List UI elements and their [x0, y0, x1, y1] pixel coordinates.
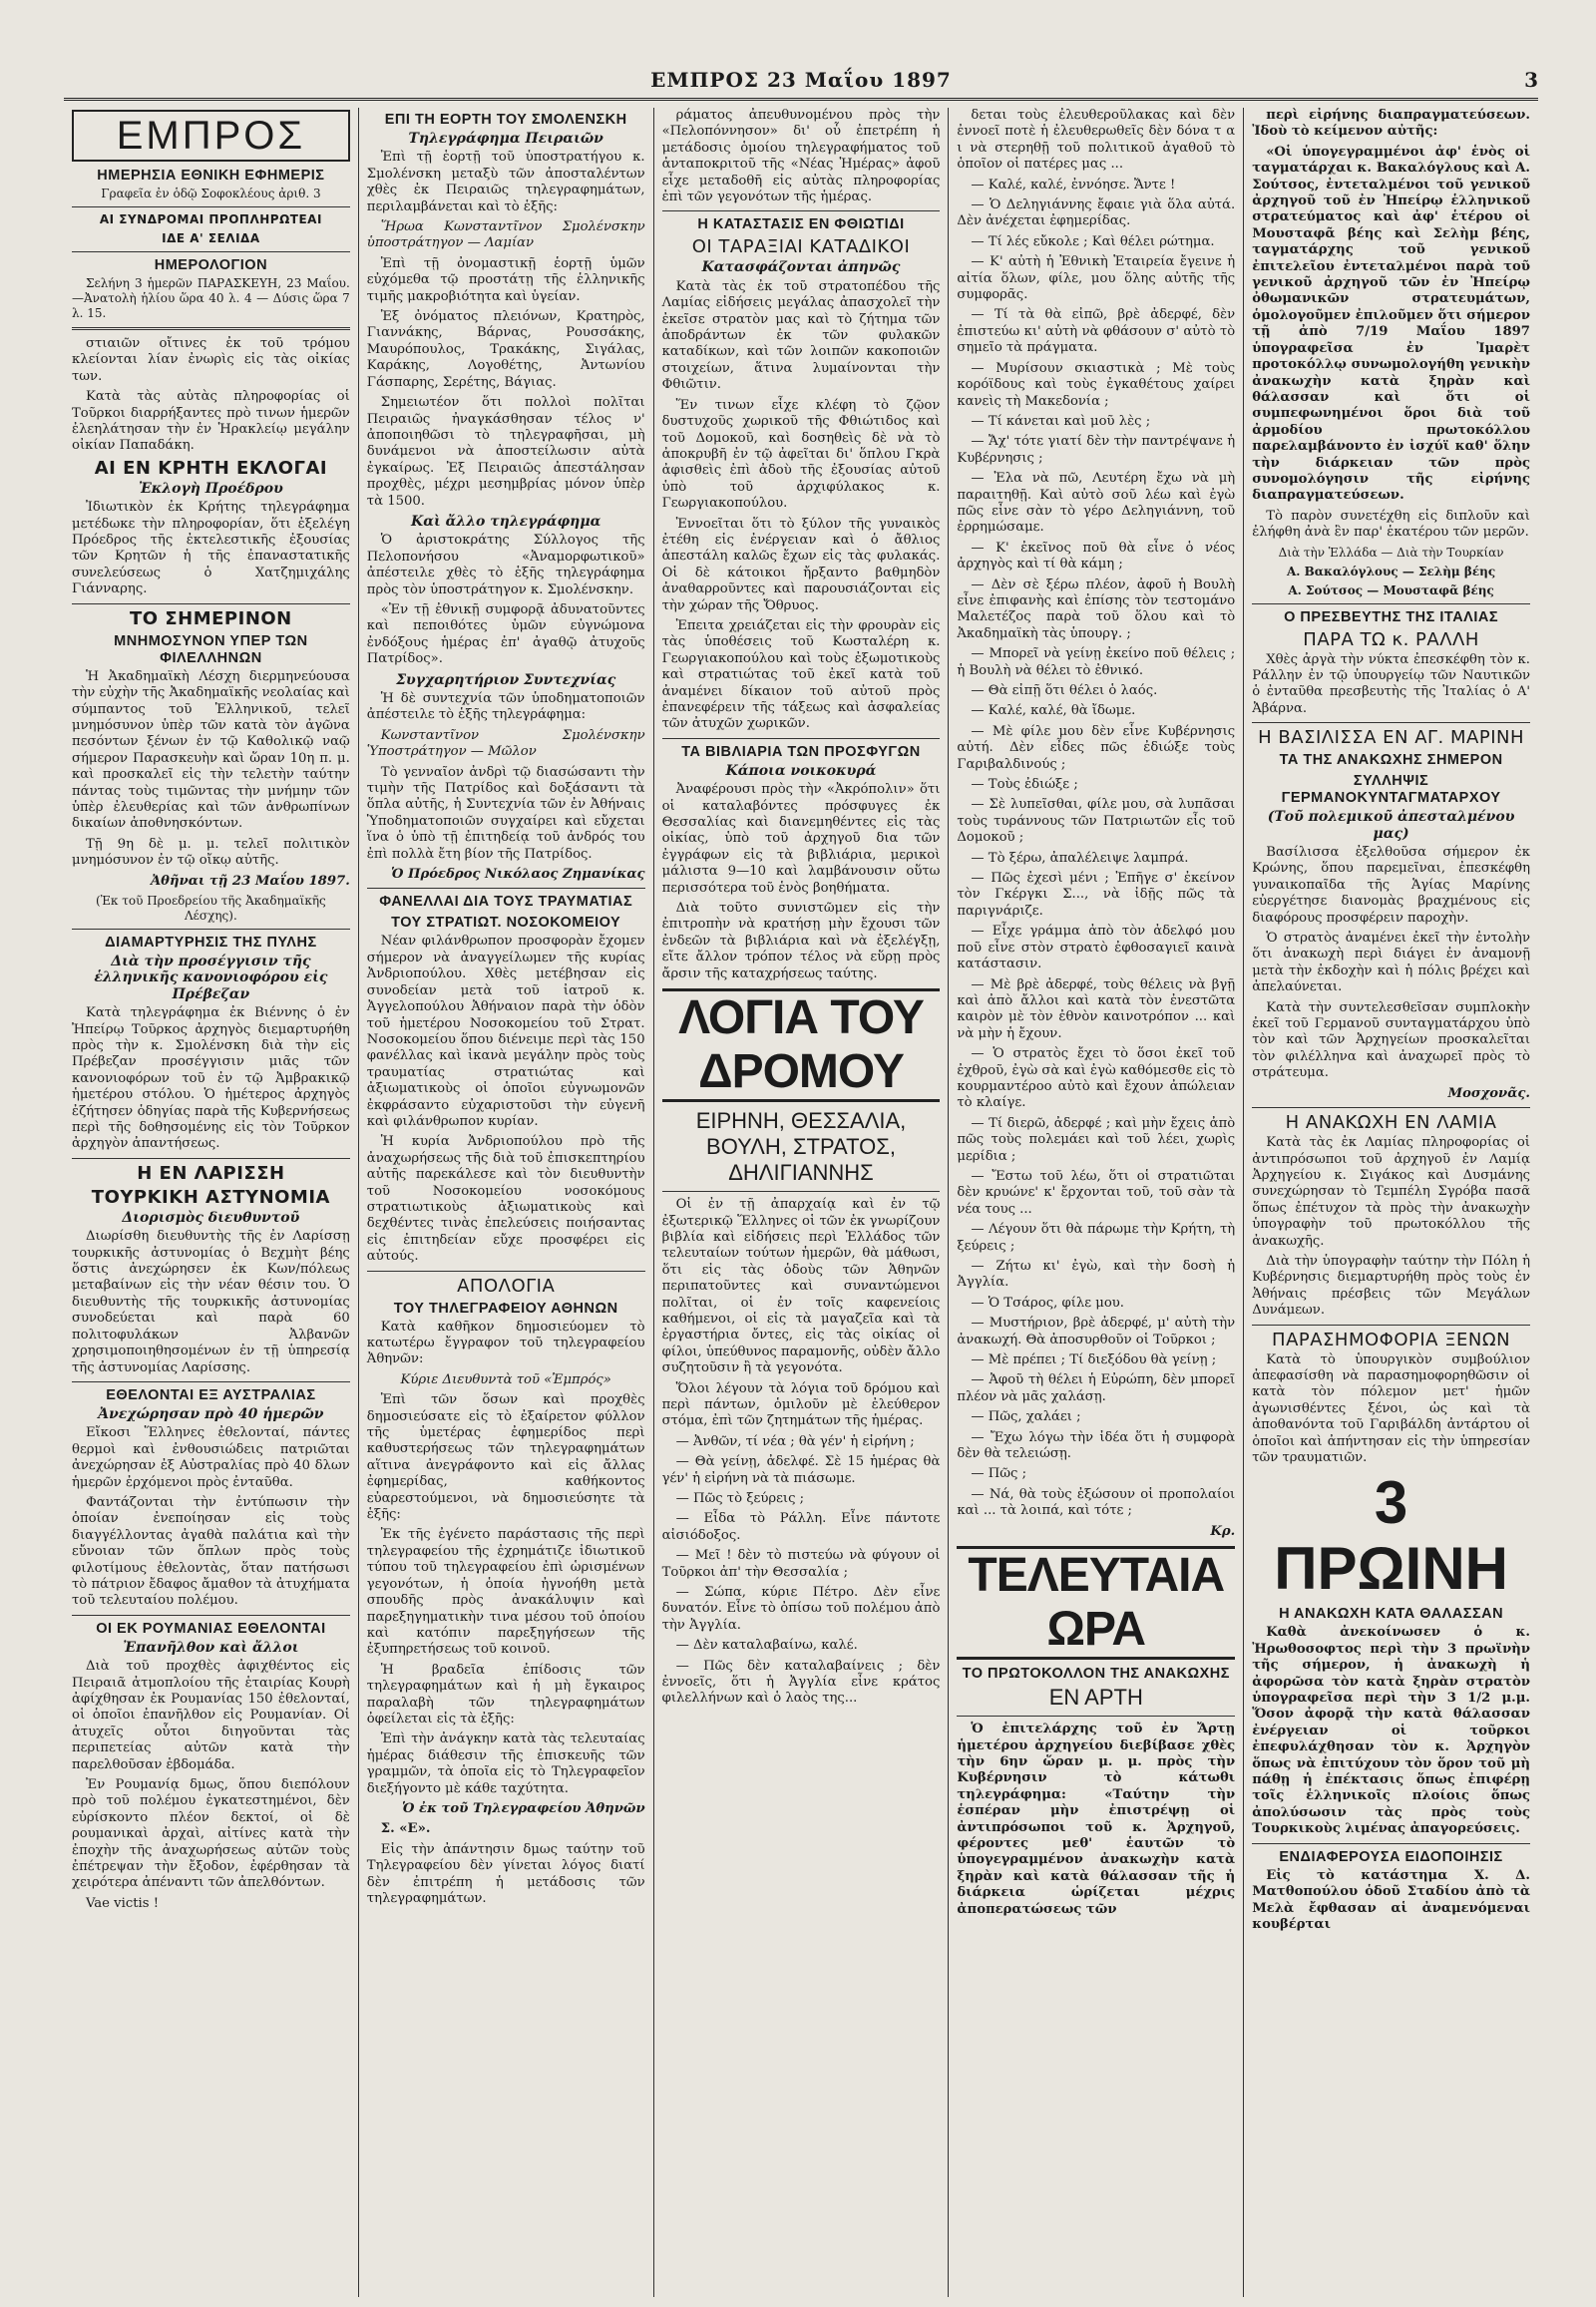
article-text: Ἡ δὲ συντεχνία τῶν ὑποδηματοποιῶν ἀπέστειλε τὸ ἑξῆς τηλεγράφημα: — [366, 691, 645, 723]
article-text: «Οἱ ὑπογεγραμμένοι ἀφ' ἑνὸς οἱ ταγματάρχαι κ. Βακαλόγλους καὶ Α. Σούτσος, ἐντεταλμένοι τοῦ γενικοῦ ἀρχηγοῦ τοῦ ἐν Ἠπείρῳ ἑλληνικοῦ στρατεύματος καὶ ἀφ' ἑτέρου οἱ Μουσταφᾶ βέης καὶ Σελὴμ βέης, ταγματάρχης τοῦ γενικοῦ ἐπιτελεῖου ἐντεταλμένοι παρὰ τοῦ γενικοῦ ἀρχηγοῦ τῶν ἐν Ἠπείρῳ ὀθωμανικῶν στρατευμάτων, ὁμολογοῦμεν ἐπιλοῦμεν ὅτι σήμερον τῇ ἀπὸ 7/19 Μαΐου 1897 ὑπογραφεῖσα ἐν Ἰμαρὲτ προτοκόλλῳ συνωμολογήθη γενικὴν ἀνακωχὴν κατὰ ξηρὰν καὶ θάλασσαν καὶ ὅτι οἱ συμπεφωνημένοι ὅροι διὰ τοῦ ἀρμοδίου πρωτοκόλλου παρελαμβάνοντο ἐν ἰσχύϊ καθ' ὅλην τὴν διάρκειαν τῶν πρὸς συνομολόγησιν τῆς εἰρήνης διαπραγματεύσεων. — [1252, 144, 1530, 504]
article-text: Ἥρωα Κωνσταντῖνον Σμολένσκην ὑποστράτηγον — Λαμίαν — [366, 219, 645, 251]
column-2 — [359, 108, 654, 2297]
article-heading: Η ΚΑΤΑΣΤΑΣΙΣ ΕΝ ΦΘΙΩΤΙΔΙ — [697, 216, 905, 233]
article-text: Ἐπειτα χρειάζεται εἰς τὴν φρουρὰν εἰς τὰς ὑποθέσεις τοῦ Κωσταλέρη κ. Γεωργιακοπούλου καὶ τοὺς ἐξωμοτικοὺς καὶ στρατιώτας τοῦ ἐκεῖ κατὰ τοῦ ἀναμένει δίκαιον τοῦ αὐτοῦ πρὸς ἐπανεφέρειν τῆς τάξεως καὶ ἀσφαλείας τῶν ἀτυχῶν χωρικῶν. — [661, 617, 941, 732]
calendar-text: Σελήνη 3 ἡμερῶν ΠΑΡΑΣΚΕΥΗ, 23 Μαΐου.—Ἀνατολὴ ἡλίου ὥρα 40 λ. 4 — Δύσις ὥρα 7 λ. 15. — [72, 276, 350, 320]
article-heading-2: ΤΟΥΡΚΙΚΗ ΑΣΤΥΝΟΜΙΑ — [91, 1186, 330, 1208]
article-text: Ὁ ἐκ τοῦ Τηλεγραφείου Ἀθηνῶν — [402, 1800, 645, 1816]
article-text: Κύριε Διευθυντὰ τοῦ «Ἐμπρός» — [400, 1371, 611, 1387]
dialog-line: — Ὁ Τσάρος, φίλε μου. — [971, 1295, 1124, 1311]
article-text: Ἰδιωτικὸν ἐκ Κρήτης τηλεγράφημα μετέδωκε τὴν πληροφορίαν, ὅτι ἐξελέγη Πρόεδρος τῆς ἐκτελεστικῆς ἐξουσίας τῶν Κρητῶν ἡ τῆς ἐπαναστατικῆς συνελεύσεως ὁ Χατζημιχάλης Γιάνναρης. — [72, 500, 350, 597]
signatories-row-2: Α. Σούτσος — Μουσταφᾶ βέης — [1288, 582, 1494, 597]
dialog-line: — Ἄχ' τότε γιατί δὲν τὴν παντρέψανε ἡ Κυβέρνησις ; — [957, 434, 1236, 466]
article-subheading: Διὰ τὴν προσέγγισιν τῆς ἑλληνικῆς κανονιοφόρου εἰς Πρέβεζαν — [94, 953, 328, 1002]
dialog-line: — Σώπα, κύριε Πέτρο. Δὲν εἶνε δυνατόν. Εἶνε τὸ ὀπίσω τοῦ πολέμου ἀπὸ τὴν Ἀγγλία. — [661, 1585, 941, 1633]
article-signature: Κρ. — [1210, 1523, 1236, 1539]
article-text: Κατὰ τὸ ὑπουργικὸν συμβούλιον ἀπεφασίσθη νὰ παρασημοφορηθῶσιν οἱ κατὰ τὸν πόλεμον μετ' ἡμῶν ἀγωνισθέντες ξένοι, ὡς καὶ τὰ ἀποθανόντα τοῦ Γαριβάλδη ἀντάρτου οἱ ὁποῖοι καὶ ἀπήντησαν εἰς τὴν ὑπηρεσίαν τῶν τραυματιῶν. — [1252, 1351, 1530, 1465]
dialog-line: — Σὲ λυπεῖσθαι, φίλε μου, σὰ λυπᾶσαι τοὺς τυράννους τῶν Πατριωτῶν εἶς τοῦ Δομοκοῦ ; — [957, 797, 1236, 846]
article-text: Τὸ γενναῖον ἀνδρὶ τῷ διασώσαντι τὴν τιμὴν τῆς Πατρίδος καὶ δοξάσαντι τὰ ὅπλα αὐτῆς, ἡ Συντεχνία τῶν ἐν Ἀθήναις Ὑποδηματοποιῶν συγχαίρει καὶ εὔχεται ἵνα ὁ ὑπὸ τῇ ἐπιτηδείᾳ τοῦ ἀνδρός του ἐπὶ πολλὰ ἔτη βίον τῆς Πατρίδος. — [366, 764, 645, 862]
article-text: Σημειωτέον ὅτι πολλοὶ πολῖται Πειραιῶς ἠναγκάσθησαν τέλος ν' ἀποποιηθῶσι τὸ τηλεγραφῆσαι, μὴ δυνάμενοι νὰ ἀποστείλωσιν αὐτὰ ἐγκαίρως. Ἐξ Πειραιῶς ἀπεστάλησαν προχθὲς, μέχρι μεσημβρίας μόνον ὑπὲρ τὰ 1500. — [366, 395, 645, 509]
article-text: Ἐξ ὀνόματος πλειόνων, Κρατηρὸς, Γιαννάκης, Βάρνας, Ρουσσάκης, Μαυρόπουλος, Τρακάκης, Σιγάλας, Καράκης, Λογοθέτης, Ἀντωνίου Γάσπαρης, Σερέτης, Βάγιας. — [366, 309, 645, 390]
subscription-notice: ΑΙ ΣΥΝΔΡΟΜΑΙ ΠΡΟΠΛΗΡΩΤΕΑΙ — [99, 212, 322, 226]
page-number: 3 — [1524, 68, 1538, 92]
dialog-line: — Μὲ φίλε μου δὲν εἶνε Κυβέρνησις αὐτή. Δὲν εἶδες πῶς ἐδιώξε τοὺς Γαριβαλδινούς ; — [957, 723, 1236, 772]
paper-name: ΕΜΠΡΟΣ — [72, 110, 350, 162]
article-text: Ἕν τινων εἶχε κλέφη τὸ ζῷον δυστυχοῦς χωρικοῦ τῆς Φθιώτιδος καὶ τοῦ Δομοκοῦ, καὶ δοσηθεὶς δὲ νὰ τὸ ἀποκρυβῆ ἐν τῷ ἀφεῖται δι' ὅπλου Γκρὰ ἀφισθεὶς ἐπὶ ἀδοὺ τῆς ἐξουσίας αὐτοῦ ὑπὸ τοῦ ἀρχιφύλακος κ. Γεωργιακοπούλου. — [661, 397, 941, 512]
dialog-line: — Ἀνθῶν, τί νέα ; θὰ γέν' ἡ εἰρήνη ; — [675, 1433, 915, 1449]
article-signature: (Ἐκ τοῦ Προεδρείου τῆς Ἀκαδημαϊκῆς Λέσχης). — [96, 893, 326, 923]
article-heading-2: ΤΟΥ ΤΗΛΕΓΡΑΦΕΙΟΥ ΑΘΗΝΩΝ — [393, 1300, 618, 1317]
page-header — [64, 64, 1538, 101]
dialog-line: — Κ' ἐκεῖνος ποῦ θὰ εἶνε ὁ νέος ἀρχηγὸς καὶ τί θὰ κάμη ; — [957, 540, 1236, 573]
article-text: Ἀναφέρουσι πρὸς τὴν «Ἀκρόπολιν» ὅτι οἱ καταλαβόντες πρόσφυγες ἐκ Θεσσαλίας καὶ διανεμηθέντες εἰς τὰς οἰκίας, ὑπὸ τοῦ ἀρχηγοῦ δια τῶν ἐγγράφων εἰς τὰ βιβλιάρια, μερικοὶ μάλιστα 9—10 καὶ λαμβάνουσιν οὕτω περισσότερα τοῦ ἑνὸς βοηθήματα. — [661, 782, 941, 896]
header-title: ΕΜΠΡΟΣ 23 Μαΐου 1897 — [650, 68, 952, 92]
feature-subheading: Η ΑΝΑΚΩΧΗ ΚΑΤΑ ΘΑΛΑΣΣΑΝ — [1279, 1606, 1504, 1623]
dialog-line: — Εἶδα τὸ Ράλλη. Εἶνε πάντοτε αἰσιόδοξος. — [661, 1511, 941, 1543]
article-heading: Η ΒΑΣΙΛΙΣΣΑ ΕΝ ΑΓ. ΜΑΡΙΝΗ — [1258, 727, 1525, 749]
article-heading: ΤΟ ΣΗΜΕΡΙΝΟΝ — [130, 607, 292, 629]
article-text: Ὅλοι λέγουν τὰ λόγια τοῦ δρόμου καὶ περὶ πάντων, ὁμιλοῦν μὲ ἐλεύθερον στόμα, ἐπὶ τῶν ζητημάτων τῆς ἡμέρας. — [661, 1380, 941, 1429]
article-heading-3: ΣΥΛΛΗΨΙΣ ΓΕΡΜΑΝΟΚΥΝΤΑΓΜΑΤΑΡΧΟΥ — [1281, 773, 1501, 807]
column-4 — [949, 108, 1244, 2297]
feature-heading: ΛΟΓΙΑ ΤΟΥ ΔΡΟΜΟΥ — [662, 988, 941, 1102]
paper-subtitle: ΗΜΕΡΗΣΙΑ ΕΘΝΙΚΗ ΕΦΗΜΕΡΙΣ — [97, 168, 325, 184]
article-heading: ΠΑΡΑΣΗΜΟΦΟΡΙΑ ΞΕΝΩΝ — [1272, 1329, 1511, 1350]
column-1 — [64, 108, 359, 2297]
article-signature: Σ. «Ε». — [380, 1821, 431, 1837]
article-heading: ΕΘΕΛΟΝΤΑΙ ΕΞ ΑΥΣΤΡΑΛΙΑΣ — [106, 1386, 316, 1403]
dialog-line: — Ἔχω λόγω τὴν ἰδέα ὅτι ἡ συμφορὰ δὲν θὰ τελειώσῃ. — [957, 1429, 1236, 1462]
dialog-line: — Μυρίσουν σκιαστικὰ ; Μὲ τοὺς κορόϊδους καὶ τοὺς ἐγκαθέτους χαίρει κανεὶς τὴ Μακεδονία ; — [957, 360, 1236, 409]
dialog-line: — Μεῖ ! δὲν τὸ πιστεύω νὰ φύγουν οἱ Τοῦρκοι ἀπ' τὴν Θεσσαλία ; — [661, 1548, 941, 1580]
article-text: Καθὰ ἀνεκοίνωσεν ὁ κ. Ἠρωθοσοφτος περὶ τὴν 3 πρωϊνὴν τῆς σήμερον, ἡ ἀνακωχὴ ἡ ἀφορῶσα τὸν κατὰ ξηρὰν στρατὸν ὑπογραφεῖσα περὶ τὴν 3 1/2 μ.μ. Ὅσον ἀφορᾷ τὴν κατὰ θάλασσαν ἐνέργειαν οἱ τοῦρκοι ἐπεφυλάχθησαν τὸν κ. Ἀρχηγὸν ὅπως νὰ ἐπιτύχουν τὸν ὅρον τοῦ μὴ πάθῃ ἡ ἐπέκτασις ὅπως ἐπιφέρῃ τοῖς ἑλληνικοῖς πλοίοις ὅπως ἀπολύσωσιν τὰς πρὸς τοὺς Τουρκικοὺς λιμένας ἀπαγορεύσεις. — [1252, 1625, 1530, 1837]
article-heading: ΤΑ ΒΙΒΛΙΑΡΙΑ ΤΩΝ ΠΡΟΣΦΥΓΩΝ — [681, 743, 921, 760]
article-text: Ἡ Ἀκαδημαϊκὴ Λέσχη διερμηνεύουσα τὴν εὐχὴν τῆς Ἀκαδημαϊκῆς νεολαίας καὶ σύμπαντος τοῦ Ἑλληνικοῦ, τελεῖ μνημόσυνον ὑπὲρ τῶν κατὰ τὸν ἀγῶνα πεσόντων ξένων ἐν τῷ Καθολικῷ ναῷ σήμερον Παρασκευὴν καὶ ὥραν 10η π. μ. καὶ προσκαλεῖ εἰς τὴν τελετὴν ταύτην πάντας τοὺς τιμῶντας τὴν μνήμην τῶν ὑπὲρ ἐλευθερίας καὶ τῶν ἀνθρωπίνων δικαίων ἀποθνησκόντων. — [72, 668, 350, 832]
article-text: Ἐπὶ τῇ ἑορτῇ τοῦ ὑποστρατήγου κ. Σμολένσκη μεταξὺ τῶν ἀποσταλέντων χθὲς ἐκ Πειραιῶς τηλεγραφημάτων, περιλαμβάνεται καὶ τὸ ἑξῆς: — [366, 150, 645, 214]
article-text: Ἡ βραδεῖα ἐπίδοσις τῶν τηλεγραφημάτων καὶ ἡ μὴ ἔγκαιρος παραλαβὴ τῶν τηλεγραφημάτων ὀφείλεται εἰς τὰ ἐξῆς: — [366, 1662, 645, 1727]
article-heading: ΕΝΔΙΑΦΕΡΟΥΣΑ ΕΙΔΟΠΟΙΗΣΙΣ — [1279, 1848, 1503, 1865]
article-text: «Ἐν τῇ ἐθνικῇ συμφορᾷ ἀδυνατοῦντες καὶ πεποιθότες ὑμῶν εὐγνώμονα ἐνδόξους ἡμέρας ἐπ' ἀγαθῷ ἀτυχοῦς Πατρίδος». — [366, 601, 645, 667]
feature-subheading: ΕΙΡΗΝΗ, ΘΕΣΣΑΛΙΑ, ΒΟΥΛΗ, ΣΤΡΑΤΟΣ, ΔΗΛΙΓΙΑΝΝΗΣ — [695, 1108, 907, 1186]
dialog-line: — Ὁ στρατὸς ἔχει τὸ ὅσοι ἐκεῖ τοῦ ἐχθροῦ, ἐγὼ σὰ καὶ ἐγὼ καθόμεσθε εἰς τὸ κουρμαντέροο αὐτὸ καὶ ἔχουν ἀπώλειαν τὸ κλαίγε. — [957, 1046, 1236, 1111]
article-text: Ἐπὶ τῇ ὀνομαστικῇ ἑορτῇ ὑμῶν εὐχόμεθα τῷ προστάτῃ τῆς ἑλληνικῆς τιμῆς μακροβιότητα καὶ ὑγείαν. — [366, 255, 645, 304]
article-subheading: (Τοῦ πολεμικοῦ ἀπεσταλμένου μας) — [1267, 809, 1515, 842]
article-text: Φαντάζονται τὴν ἐντύπωσιν τὴν ὁποίαν ἐνεποίησαν εἰς τοὺς διαγγέλλοντας ἀγαθὰ παλάτια καὶ τὴν εὔνοιαν τῶν ὅπλων πρὸς τοὺς φιλοτίμους ἐθελοντὰς, ὅταν πατήσωσι τὸ πάτριον ἔδαφος ἄμαθον τὰ ἀτυχήματα τοῦ τελευταίου πολέμου. — [72, 1494, 350, 1609]
article-subheading: Ἐκλογὴ Προέδρου — [138, 480, 283, 497]
calendar-heading: ΗΜΕΡΟΛΟΓΙΟΝ — [154, 257, 268, 273]
dialog-line: — Θὰ γείνῃ, ἀδελφέ. Σὲ 15 ἡμέρας θὰ γέν' ἡ εἰρήνη νὰ τὰ πιάσωμε. — [661, 1454, 941, 1486]
dialog-line: — Πῶς τὸ ξεύρεις ; — [675, 1491, 805, 1506]
dialog-line: — Τί κάνεται καὶ μοῦ λὲς ; — [971, 413, 1151, 429]
columns — [64, 108, 1538, 2297]
article-text: Διὰ τὴν ὑπογραφὴν ταύτην τὴν Πόλη ἡ Κυβέρνησις διεμαρτυρήθη πρὸς τοὺς ἐν Ἀθήναις πρέσβεις τῶν Μεγάλων Δυνάμεων. — [1252, 1253, 1530, 1319]
article-text: Ὁ στρατὸς ἀναμένει ἐκεῖ τὴν ἐντολὴν ὅτι ἀνακωχὴ περὶ διάγει ἐν ἀναμονῇ μετὰ τὴν ἐκδοχὴν καὶ ἡ πόλις βρέχει καὶ ἀπελαύνεται. — [1252, 931, 1530, 995]
article-text: Εἰς τὸ κατάστημα Χ. Δ. Ματθοπούλου ὁδοῦ Σταδίου ἀπὸ τὰ Μελὰ ἔφθασαν αἱ ἀναμενόμεναι κουβέρται — [1252, 1867, 1530, 1932]
article-heading: ΕΠΙ ΤΗ ΕΟΡΤΗ ΤΟΥ ΣΜΟΛΕΝΣΚΗ — [384, 112, 627, 128]
dialog-line: — Μυστήριον, βρὲ ἀδερφέ, μ' αὐτὴ τὴν ἀνακωχή. Θὰ ἀποσυρθοῦν οἱ Τοῦρκοι ; — [957, 1316, 1236, 1347]
article-heading: ΔΙΑΜΑΡΤΥΡΗΣΙΣ ΤΗΣ ΠΥΛΗΣ — [105, 934, 317, 951]
article-text: Ἐπὶ τῶν ὅσων καὶ προχθὲς δημοσιεύσατε εἰς τὸ ἐξαίρετον φύλλον τῆς ὑμετέρας ἐφημερίδος περὶ καθυστερήσεως τῶν τηλεγραφημάτων αἵτινα ἀνεγράφοντο καὶ εἰς ἄλλας ἐφημερίδας, καθήκοντος εὐαρεστούμενοι, νὰ δημοσιεύσητε τὰ ἑξῆς: — [366, 1392, 645, 1523]
signatories-header: Διὰ τὴν Ἑλλάδα — Διὰ τὴν Τουρκίαν — [1278, 545, 1504, 560]
article-text: Ὁ ἀριστοκράτης Σύλλογος τῆς Πελοπονήσου «Ἀναμορφωτικοῦ» ἀπέστειλε χθὲς τὸ ἑξῆς τηλεγράφημα πρὸς τὸν ὑποστράτηγον κ. Σμολένσκην. — [366, 533, 645, 597]
article-text: Βασίλισσα ἐξελθοῦσα σήμερον ἐκ Κρώνης, ὅπου παρεμεῖναι, ἐπεσκέφθη γυναικοπαῖδα τῆς Ἁγίας Μαρίνης εὐεργέτησε διανομὰς βραχμένους εἰς διαφόρους προσφέρειν παροχὴν. — [1252, 845, 1530, 926]
article-text: Εἰς τὴν ἀπάντησιν δμως ταύτην τοῦ Τηλεγραφείου δὲν γίνεται λόγος διατί δὲν ἐπιτρέπη ἡ μετάδοσις τῶν τηλεγραφημάτων. — [366, 1841, 645, 1906]
article-text: Εἴκοσι Ἕλληνες ἐθελονταί, πάντες θερμοὶ καὶ ἐνθουσιώδεις πατριῶται ἀνεχώρησαν ἐξ Αὐστραλίας πρὸ 40 δλων ἡμερῶν ἐρχόμενοι πρὸς ἐνταῦθα. — [72, 1425, 350, 1490]
article-text: Ἐννοεῖται ὅτι τὸ ξύλον τῆς γυναικὸς ἐτέθη εἰς ἐνέργειαν καὶ ὁ ἄθλιος ἀπεστάλη καλῶς ἔχων εἰς τὰς φυλακάς. Οἱ δὲ κάτοικοι ἤρξαντο βαθμηδὸν ἀναθαρροῦντες καὶ παρουσιάζονται εἰς τὴν χώραν τῆς Ὄθρυος. — [661, 516, 941, 613]
article-text: Ἐπὶ τὴν ἀνάγκην κατὰ τὰς τελευταίας ἡμέρας διάθεσιν τῆς ἐπισκευῆς τῶν γραμμῶν, τὰ ὁποῖα εἰς τὸ Τηλεγραφεῖον διεξήγοντο μὲ κάθε ταχύτητα. — [366, 1731, 645, 1796]
article-text: περὶ εἰρήνης διαπραγματεύσεων. Ἰδοὺ τὸ κείμενον αὐτῆς: — [1252, 108, 1530, 140]
dialog-line: δεται τοὺς ἐλευθεροῦλακας καὶ δὲν ἐννοεῖ ποτὲ ἡ ἐλευθερωθεῖς δὲν δόνα τ α ι νὰ στερηθῇ τοῦ πολιτικοῦ ἀγαθοῦ τὸ ὁποῖον οἱ πατέρες μας ... — [957, 108, 1236, 173]
dialog-line: — Ἔστω τοῦ λέω, ὅτι οἱ στρατιῶται δὲν κρυώνε' κ' ἔρχονται τοῦ, τοῦ σὰν τὰ νέα τους ... — [957, 1168, 1236, 1217]
article-signature: Ὁ Πρόεδρος Νικόλαος Ζημανίκας — [391, 867, 645, 883]
dialog-line: — Ἀφοῦ τὴ θέλει ἡ Εὐρώπη, δὲν μπορεῖ πλέον νὰ μᾶς χαλάσῃ. — [957, 1372, 1236, 1404]
dialog-line: — Πῶς ; — [971, 1466, 1027, 1482]
dialog-line: — Δὲν σὲ ξέρω πλέον, ἀφοῦ ἡ Βουλὴ εἶνε ἐπιφανὴς καὶ ἐπίσης τὸν τεστομάνο Μαλετέζος παρὰ τοῦ ὅλου καὶ τὸ Ἀκαδημαϊκὴ τὰς ὑπουργ. ; — [957, 577, 1236, 641]
article-subheading: Κάποια νοικοκυρά — [725, 762, 877, 779]
article-heading: ΦΑΝΕΛΛΑΙ ΔΙΑ ΤΟΥΣ ΤΡΑΥΜΑΤΙΑΣ — [379, 894, 633, 911]
article-text: Κατὰ τὰς ἐκ Λαμίας πληροφορίας οἱ ἀντιπρόσωποι τοῦ ἀρχηγοῦ ἐν Λαμίᾳ Ἀρχηγείου κ. Σιγάκος καὶ Δυσμάνης συνεχώρησαν τὸ Τεμπέλη Σγρόβα πασᾶ ὅπως ἐπέτυχον τὰ πρὸς τὴν ἀνακωχὴν ὑπογραφὴν τοῦ πρωτοκόλλου τῆς ἀνακωχῆς. — [1252, 1135, 1530, 1249]
article-heading-2: ΤΑ ΤΗΣ ΑΝΑΚΩΧΗΣ ΣΗΜΕΡΟΝ — [1279, 752, 1503, 769]
dialog-line: — Τί λές εὔκολε ; Καὶ θέλει ρώτημα. — [971, 233, 1215, 249]
article-text: Τὸ παρὸν συνετέχθη εἰς διπλοῦν καὶ ἐλήφθη ἀνὰ ἓν παρ' ἑκατέρου τῶν μερῶν. — [1252, 508, 1530, 541]
article-subheading: Συγχαρητήριον Συντεχνίας — [396, 671, 616, 688]
article-text: Διὰ τοῦτο συνιστῶμεν εἰς τὴν ἐπιτροπὴν νὰ κρατήσῃ μὴν ἔχουσι τῶν ἐνδεῶν τὰ βιβλιάρια καὶ νὰ ἐξελέγξῃ, εἴτε ἄλλον τρόπον τέλος νὰ εὕρῃ πρὸς ἄρσιν τῆς καταχρήσεως ταύτης. — [661, 901, 941, 981]
article-text: Νέαν φιλάνθρωπον προσφορὰν ἔχομεν σήμερον νὰ ἀναγγείλωμεν τῆς κυρίας Ἀνδριοπούλου. Χθὲς μετέβησαν εἰς συνοδείαν μετὰ τοῦ ἰατροῦ κ. Ἀγγελοπούλου Ἀθήναιον παρὰ τὴν ὁδὸν τοῦ ἡμετέρου Νοσοκομείου τοῦ Στρατ. Νοσοκομείου ὅπου διένειμε περὶ τὰς 150 φανέλλας καὶ ἱκανὰ μεγάλην πρὸς τοὺς τραυματίας στρατιώτας καὶ ἀξιωματικοὺς οἱ ὁποῖοι εὐγνωμονῶν ἐκφράσαντο εὐχαριστοῦσι τὴν εὐγενῆ καὶ φιλάνθρωπον κυρίαν. — [366, 934, 645, 1129]
article-text: Ἡ κυρία Ἀνδριοπούλου πρὸ τῆς ἀναχωρήσεως τῆς διὰ τοῦ ἐπισκεπτηρίου αὐτῆς παρεκάλεσε καὶ τὸν διευθυντὴν τοῦ Νοσοκομείου νοσοκόμους στρατιωτικοὺς ἀξιωματικοὺς καὶ δεχθέντες τινὰς ἐπελεύσεις ποιήσαντας εἰς ἐπιτηδείαν εὔχε προσφέρει εἰς αὐτούς. — [366, 1134, 645, 1265]
article-text: Ὁ ἐπιτελάρχης τοῦ ἐν Ἄρτῃ ἡμετέρου ἀρχηγείου διεβίβασε χθὲς τὴν 6ην ὥραν μ. μ. πρὸς τὴν Κυβέρνησιν τὸ κάτωθι τηλεγράφημα: «Ταύτην τὴν ἑσπέραν μὴν ἐπιστρέψῃ οἱ ἀντιπρόσωποι τοῦ κ. Ἀρχηγοῦ, φέροντες μεθ' ἑαυτῶν τὸ ὑπογεγραμμένον ἀνακωχὴν κατὰ ξηρὰν καὶ κατὰ θάλασσαν τῆς ἡ διάρκεια ὡρίζεται μέχρις ἀποπερατώσεως τῶν — [957, 1722, 1236, 1917]
article-text: Ἐν Ρουμανίᾳ δμως, ὅπου διεπόλουν πρὸ τοῦ πολέμου ἐγκατεστημένοι, δὲν εὐρίσκοντο πλέον δεκτοί, οἱ δὲ ρουμανικαὶ ἀρχαὶ, αἰτίνες κατὰ τὴν ἐποχὴν τῆς ἀναχωρήσεως αὐτῶν τοὺς ἐπέτρεψαν τὴν ἔξοδον, ἐφέρθησαν τὰ χειρότερα ἀπέναντι τῶν ἀπελθόντων. — [72, 1777, 350, 1891]
dialog-line: — Δὲν καταλαβαίνω, καλέ. — [675, 1638, 858, 1654]
feature-heading: 3 ΠΡΩΙΝΗ — [1274, 1469, 1508, 1603]
article-heading: Ο ΠΡΕΣΒΕΥΤΗΣ ΤΗΣ ΙΤΑΛΙΑΣ — [1284, 608, 1499, 625]
dialog-line: — Μπορεῖ νὰ γείνῃ ἐκείνο ποῦ θέλεις ; ἡ Βουλὴ νὰ θέλει τὸ ἐθνικό. — [957, 646, 1236, 678]
article-text: Κατὰ τὴν συντελεσθεῖσαν συμπλοκὴν ἐκεῖ τοῦ Γερμανοῦ συνταγματάρχου ὑπὸ τὸν καὶ τῶν Ἀρχηγείων προσκαλεῖται τὸν φιλέλληνα καὶ ἀναχωρεῖ πρὸς τὸ στράτευμα. — [1252, 999, 1530, 1081]
dialog-line: — Λέγουν ὅτι θὰ πάρωμε τὴν Κρήτη, τὴ ξεύρεις ; — [957, 1222, 1236, 1254]
article-heading: ΑΠΟΛΟΓΙΑ — [457, 1275, 556, 1297]
article-text: Οἱ ἐν τῇ ἀπαρχαίᾳ καὶ ἐν τῷ ἐξωτερικῷ Ἕλληνες οἱ τῶν ἐκ γνωρίζουν βιβλία καὶ εἰδήσεις περὶ Ἑλλάδος τῶν τελευταίων τούτων ἡμερῶν, θὰ μάθωσι, ὅτι εἰς τὰς ὁδοὺς τῶν Ἀθηνῶν περιπατοῦντες καὶ συναντώμενοι πολῖται, οἱ ἐν τοῖς καφενείοις καθήμενοι, οἱ εἰς τὰ μαγαζεῖα καὶ τὰ ἐργαστήρια ὄντες, εἰς τὰς οἰκίας οἱ φίλοι, ὑπεύθυνος παραμονῆς, οὐδὲν ἄλλο συζητοῦσιν ἢ τὰ γεγονότα. — [661, 1197, 941, 1376]
article-heading-2: ΠΑΡΑ ΤΩ κ. ΡΑΛΛΗ — [1303, 628, 1479, 650]
article-subheading: Κατασφάζονται ἀπηνῶς — [701, 259, 901, 276]
column-3 — [654, 108, 950, 2297]
article-text: Ἐκ τῆς ἐγένετο παράστασις τῆς περὶ τηλεγραφείου τῆς ἐχρημάτιζε ἰδιωτικοῦ τύπου τοῦ τηλεγραφείου ἐπὶ ὡρισμένων γεγονότων, ἡ ὁποία ἠγνοήθη μετὰ σπουδῆς πρὸς ἀνακάλυψιν καὶ παρεξηγηματικὴν τινα μέσου τοῦ ὁποίου καὶ κατόπιν παρεξηγήσεων τῆς ἐξυπηρετήσεως τοῦ κοινοῦ. — [366, 1527, 645, 1658]
dialog-line: — Μὲ πρέπει ; Τί διεξόδου θὰ γείνῃ ; — [971, 1352, 1217, 1368]
feature-subheading-2: ΕΝ ΑΡΤΗ — [1048, 1685, 1143, 1711]
article-subheading: Ἀνεχώρησαν πρὸ 40 ἡμερῶν — [98, 1405, 324, 1422]
article-text: Vae victis ! — [86, 1895, 160, 1911]
dialog-line: — Πῶς ἐχεσὶ μένι ; Ἐπῆγε σ' ἐκείνον τὸν Γκέργκι Σ..., νὰ ἰδῇς πῶς τὰ παριγνάριζε. — [957, 871, 1236, 919]
dialog-line: — Πῶς, χαλάει ; — [971, 1409, 1081, 1425]
article-text: Κατὰ τὰς ἐκ τοῦ στρατοπέδου τῆς Λαμίας εἰδήσεις μεγάλας ἀπασχολεῖ τὴν ἐκεῖσε στρατὸν μας καὶ τὸ ζήτημα τῶν ἀποδράντων ἐκ τῶν φυλακῶν καταδίκων, καὶ τῶν λοιπῶν κακοποιῶν στοιχείων, ἅτινα λυμαίνονται τὴν Φθιῶτιν. — [661, 278, 941, 393]
dialog-line: — Ὁ Δεληγιάννης ἔφαιε γιὰ ὅλα αὐτά. Δὲν ἀνέχεται ἐφημερίδας. — [957, 197, 1236, 229]
article-subheading: Καὶ ἄλλο τηλεγράφημα — [411, 513, 601, 530]
signatories-row-1: Α. Βακαλόγλους — Σελὴμ βέης — [1286, 564, 1496, 578]
article-signature: Μοσχονᾶς. — [1447, 1085, 1530, 1101]
article-heading: Η ΑΝΑΚΩΧΗ ΕΝ ΛΑΜΙΑ — [1285, 1112, 1497, 1134]
dialog-line: — Τὸ ξέρω, ἀπαλέλειψε λαμπρά. — [971, 850, 1189, 866]
dialog-line: — Καλέ, καλέ, ἐννόησε. Ἄντε ! — [971, 177, 1176, 192]
dialog-line: — Νά, θὰ τοὺς ἐξώσουν οἱ προπολαίοι καὶ ... τὰ λοιπά, καὶ τότε ; — [957, 1486, 1236, 1519]
article-heading: ΑΙ ΕΝ ΚΡΗΤΗ ΕΚΛΟΓΑΙ — [94, 457, 328, 479]
dialog-line: — Ἐλα νὰ πῶ, Λευτέρη ἔχω νὰ μὴ παραιτηθῇ. Καὶ αὐτὸ σοῦ λέω καὶ ἐγὼ πῶς εἶνε σὰν τὸ γέρο Δεληγιάννη, τοῦ ἐρρημώσαμε. — [957, 471, 1236, 536]
dialog-line: — Μὲ βρὲ ἀδερφέ, τοὺς θέλεις νὰ βγῇ καὶ ἀπὸ ἄλλοι καὶ κατὰ τὸν ἐνεστῶτα καιρὸν μὲ τὸν ἐθνὸν καινοτρόπον ... καὶ νὰ μὴν ἡ ἔχουν. — [957, 976, 1236, 1041]
dialog-line: — Τοὺς ἐδιώξε ; — [971, 777, 1078, 793]
article-text: Κατὰ καθῆκον δημοσιεύομεν τὸ κατωτέρω ἔγγραφον τοῦ τηλεγραφείου Ἀθηνῶν: — [366, 1319, 645, 1367]
article-heading-2: ΟΙ ΤΑΡΑΞΙΑΙ ΚΑΤΑΔΙΚΟΙ — [691, 236, 911, 258]
dialog-line: — Τί διερῶ, ἀδερφέ ; καὶ μὴν ἔχεις ἀπὸ πῶς τοὺς πολεμάει καὶ τοῦ λέει, χωρὶς μερίδια ; — [957, 1115, 1236, 1164]
office-address: Γραφεῖα ἐν ὁδῷ Σοφοκλέους ἀριθ. 3 — [101, 187, 321, 200]
article-text: Διὰ τοῦ προχθὲς ἀφιχθέντος εἰς Πειραιᾶ ἀτμοπλοίου τῆς ἑταιρίας Κουρὴ ἀφίχθησαν ἐκ Ρουμανίας 150 ἐθελονταί, οἱ ὁποῖοι ἐπανῆλθον εἰς Ρουμανίαν. Οἱ ἀτυχεῖς οὗτοι διηγοῦνται τὰς περιπετείας αὐτῶν κατὰ τὴν παρελθοῦσαν ἑβδομάδα. — [72, 1659, 350, 1772]
article-subheading: Ἐπανῆλθον καὶ ἄλλοι — [123, 1639, 299, 1656]
article-heading: Η ΕΝ ΛΑΡΙΣΣΗ — [137, 1162, 285, 1184]
feature-subheading: ΤΟ ΠΡΩΤΟΚΟΛΛΟΝ ΤΗΣ ΑΝΑΚΩΧΗΣ — [962, 1666, 1230, 1683]
dialog-line: — Κ' αὐτὴ ἡ Ἐθνικὴ Ἑταιρεία ἔγεινε ἡ αἰτία ὅλων, φίλε, μου ὅλης αὐτῆς τῆς συμφορᾶς. — [957, 254, 1236, 303]
article-subheading: ΜΝΗΜΟΣΥΝΟΝ ΥΠΕΡ ΤΩΝ ΦΙΛΕΛΛΗΝΩΝ — [114, 632, 308, 666]
feature-heading: ΤΕΛΕΥΤΑΙΑ ΩΡΑ — [957, 1546, 1235, 1660]
dialog-line: — Τί τὰ θὰ εἰπῶ, βρὲ ἀδερφέ, δὲν ἐπιστεύω κι' αὐτὴ νὰ φθάσουν σ' αὐτὸ τὸ σημεῖο τὰ πράγματα. — [957, 307, 1236, 356]
article-text: Κατὰ τὰς αὐτὰς πληροφορίας οἱ Τοῦρκοι διαρρήξαντες πρὸ τινων ἡμερῶν ἐλεηλάτησαν τὴν ἐν Ἡρακλείῳ μεγάλην οἰκίαν Παπαδάκη. — [72, 389, 350, 454]
article-text: Κατὰ τηλεγράφημα ἐκ Βιέννης ὁ ἐν Ἠπείρῳ Τοῦρκος ἀρχηγὸς διεμαρτυρήθη πρὸς τὴν κ. Σμολένσκη διὰ τὴν εἰς Πρέβεζαν προσέγγισιν μιᾶς τῶν κανονιοφόρων τοῦ ἐν τῷ Ἀμβρακικῷ ἡμετέρου στόλου. Ὁ ἡμέτερος ἀρχηγὸς ἐζήτησεν ὁδηγίας παρὰ τῆς Κυβερνήσεως περὶ τῆς δοθησομένης εἰς τὸν Τοῦρκον ἀρχηγὸν ἀπαντήσεως. — [72, 1005, 350, 1152]
article-subheading: Τηλεγράφημα Πειραιῶν — [408, 131, 603, 147]
subscription-notice-2: ΙΔΕ Α' ΣΕΛΙΔΑ — [162, 231, 260, 245]
article-text: ράματος ἀπευθυνομένου πρὸς τὴν «Πελοπόννησον» δι' οὗ ἐπετρέπη ἡ μετάδοσις ὁμοίου τηλεγραφήματος τοῦ ἀνταποκριτοῦ τῆς «Νέας Ἡμέρας» ἀφοῦ εἶχε μεταδοθῆ εἰς αὐτὰς πληροφορίας ἐπὶ τῶν γεγονότων τῆς ἡμέρας. — [661, 108, 941, 205]
article-text: Τῇ 9η δὲ μ. μ. τελεῖ πολιτικὸν μνημόσυνον ἐν τῷ οἴκῳ αὐτῆς. — [72, 836, 350, 869]
column-5 — [1244, 108, 1538, 2297]
article-heading: ΟΙ ΕΚ ΡΟΥΜΑΝΙΑΣ ΕΘΕΛΟΝΤΑΙ — [96, 1620, 326, 1637]
article-subheading: Διορισμὸς διευθυντοῦ — [122, 1209, 300, 1226]
article-text: Χθὲς ἀργὰ τὴν νύκτα ἐπεσκέφθη τὸν κ. Ράλλην ἐν τῷ ὑπουργείῳ τῶν Ναυτικῶν ὁ ἐνταῦθα πρεσβευτὴς τῆς Ἰταλίας ὁ Α' Ἀβάρνα. — [1252, 651, 1530, 716]
dialog-line: — Καλέ, καλέ, θὰ ἴδωμε. — [971, 703, 1136, 719]
dialog-line: — Εἶχε γράμμα ἀπὸ τὸν ἀδελφό μου ποῦ εἶνε στὸν στρατὸ ἐφθοσαγιεῖ καινὰ κατάστασιν. — [957, 924, 1236, 972]
article-date: Ἀθῆναι τῇ 23 Μαΐου 1897. — [150, 873, 350, 889]
dialog-line: — Ζήτω κι' ἐγὼ, καὶ τὴν δοσὴ ἡ Ἀγγλία. — [957, 1259, 1236, 1291]
dialog-line: — Πῶς δὲν καταλαβαίνεις ; δὲν ἐννοεῖς, ὅτι ἡ Ἀγγλία εἶνε κράτος φιλελλήνων καὶ ὁ λαὸς της... — [661, 1658, 941, 1707]
dialog-line: — Θὰ εἰπῇ ὅτι θέλει ὁ λαός. — [971, 683, 1158, 698]
article-heading-2: ΤΟΥ ΣΤΡΑΤΙΩΤ. ΝΟΣΟΚΟΜΕΙΟΥ — [391, 915, 621, 932]
article-text: Διωρίσθη διευθυντὴς τῆς ἐν Λαρίσσῃ τουρκικῆς ἀστυνομίας ὁ Βεχμὴτ βέης ὅστις ἀνεχώρησεν ἐκ Κων/πόλεως μεταβαίνων εἰς τὴν νέαν θέσιν του. Ὁ διευθυντὴς τῆς τουρκικῆς ἀστυνομίας συνοδεύεται καὶ παρὰ 60 πολιτοφυλάκων Ἀλβανῶν χρησιμοποιηθησομένων ἐν τῇ ὑπηρεσίᾳ τῆς ἀστυνομίας Λαρίσσης. — [72, 1229, 350, 1375]
article-text: στιαιῶν οἴτινες ἐκ τοῦ τρόμου κλείονται λίαν ἐνωρὶς εἰς τὰς οἰκίας των. — [72, 336, 350, 384]
article-text: Κωνσταντῖνον Σμολένσκην Ὑποστράτηγον — Μῶλον — [366, 727, 645, 760]
